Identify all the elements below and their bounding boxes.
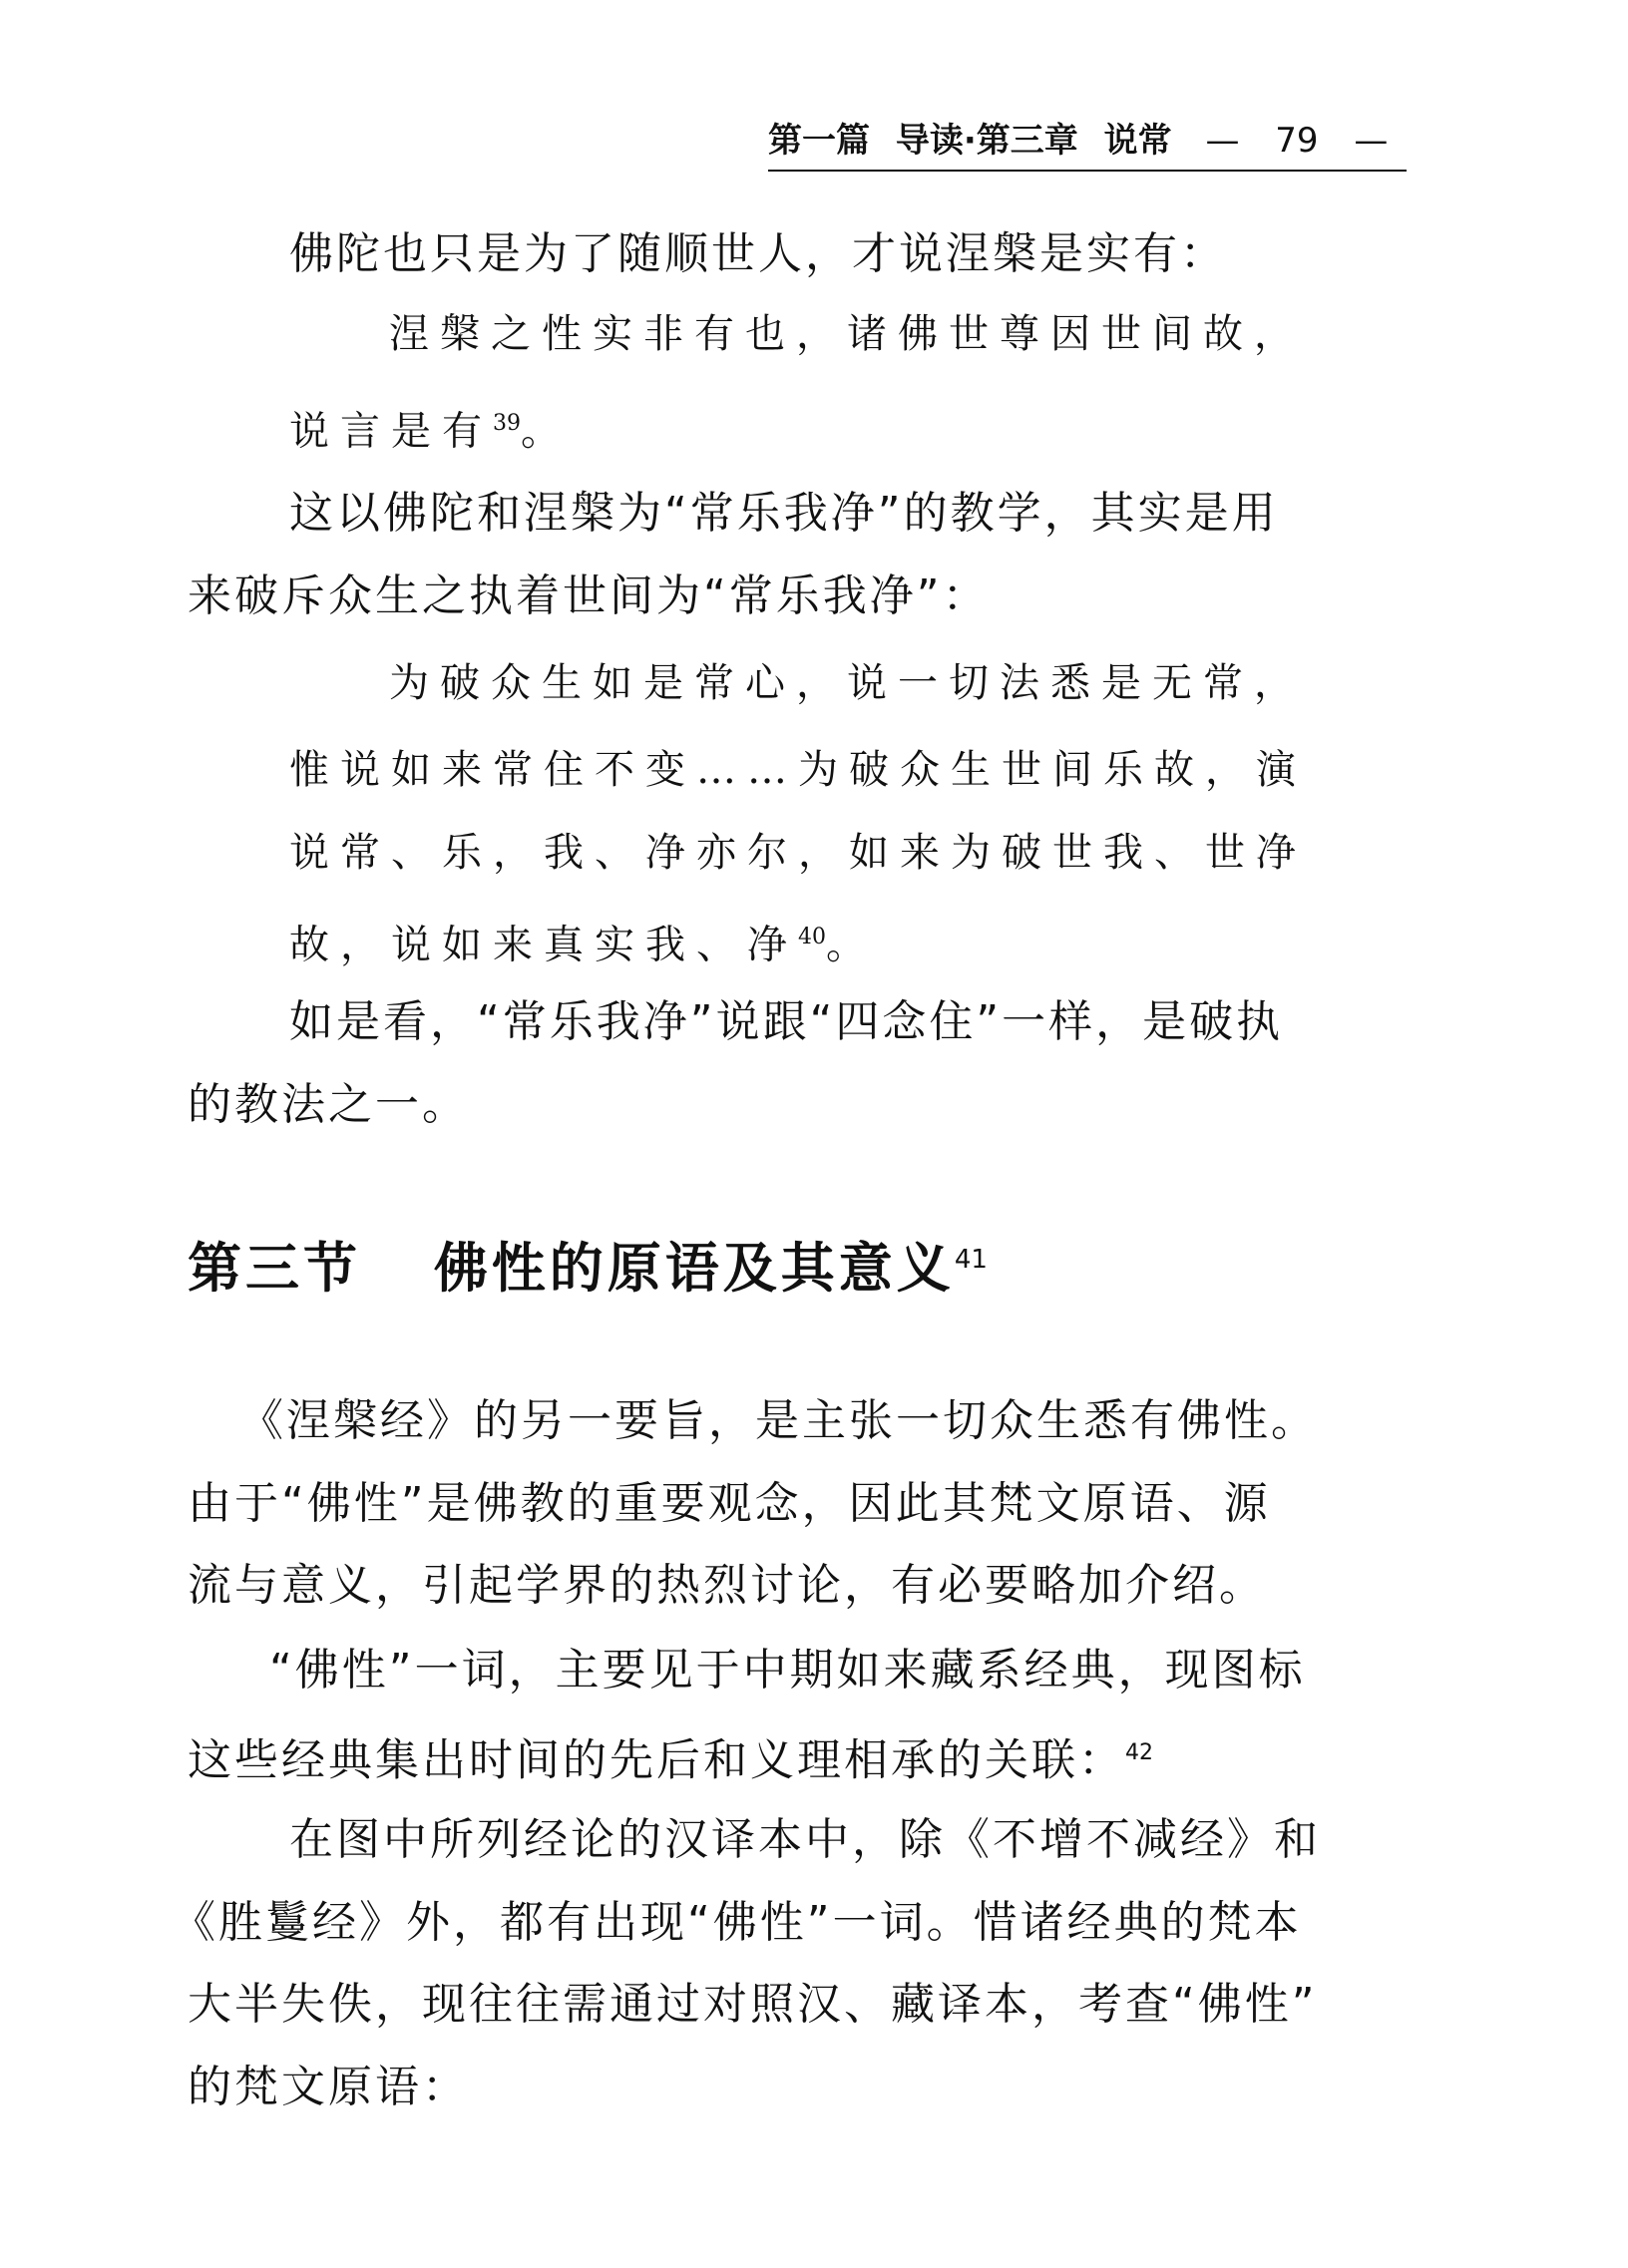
footnote-ref: 41	[954, 1245, 988, 1275]
paragraph-line: 流与意义，引起学界的热烈讨论，有必要略加介绍。	[188, 1560, 1266, 1611]
paragraph-line: 如是看，“常乐我净”说跟“四念住”一样，是破执	[289, 996, 1284, 1047]
section-number: 第三节	[188, 1237, 361, 1300]
paragraph-line: 的梵文原语：	[188, 2062, 469, 2112]
footnote-ref: 40	[798, 925, 826, 949]
quote-line: 惟说如来常住不变……为破众生世间乐故，演	[289, 747, 1307, 793]
paragraph-line: 这些经典集出时间的先后和义理相承的关联：$^{42}$	[188, 1734, 1153, 1786]
quote-line: 涅槃之性实非有也，诸佛世尊因世间故，	[389, 311, 1305, 357]
page-number: 79	[1275, 121, 1319, 161]
paragraph-line: 这以佛陀和涅槃为“常乐我净”的教学，其实是用	[289, 488, 1279, 539]
paragraph-line: 来破斥众生之执着世间为“常乐我净”：	[188, 570, 990, 621]
paragraph-line: 《涅槃经》的另一要旨，是主张一切众生悉有佛性。	[239, 1395, 1318, 1446]
header-chapter: 导读·第三章	[895, 121, 1078, 161]
running-header	[768, 112, 1407, 172]
header-section: 第一篇	[768, 121, 870, 161]
paragraph-line: 《胜鬘经》外，都有出现“佛性”一词。惜诸经典的梵本	[172, 1897, 1302, 1948]
footnote-ref: 42	[1125, 1740, 1153, 1765]
header-topic: 说常	[1103, 121, 1172, 161]
section-title: 佛性的原语及其意义	[433, 1237, 955, 1300]
footnote-ref: 39	[493, 411, 521, 436]
quote-line: 为破众生如是常心，说一切法悉是无常，	[389, 660, 1305, 706]
quote-line: 说常、乐，我、净亦尔，如来为破世我、世净	[289, 830, 1307, 876]
paragraph-line: 大半失佚，现往往需通过对照汉、藏译本，考查“佛性”	[188, 1979, 1318, 2030]
header-dash-left: —	[1205, 121, 1240, 161]
paragraph-line: “佛性”一词，主要见于中期如来藏系经典，现图标	[269, 1645, 1306, 1696]
quote-line: 说言是有$^{39}$。	[289, 408, 572, 455]
paragraph-line: 在图中所列经论的汉译本中，除《不增不减经》和	[289, 1814, 1321, 1865]
section-heading	[188, 1225, 988, 1300]
paragraph-line: 的教法之一。	[188, 1079, 469, 1130]
paragraph-line: 佛陀也只是为了随顺世人，才说涅槃是实有：	[289, 228, 1227, 279]
header-dash-right: —	[1354, 121, 1389, 161]
quote-line: 故，说如来真实我、净$^{40}$。	[289, 922, 877, 968]
paragraph-line: 由于“佛性”是佛教的重要观念，因此其梵文原语、源	[188, 1478, 1271, 1529]
